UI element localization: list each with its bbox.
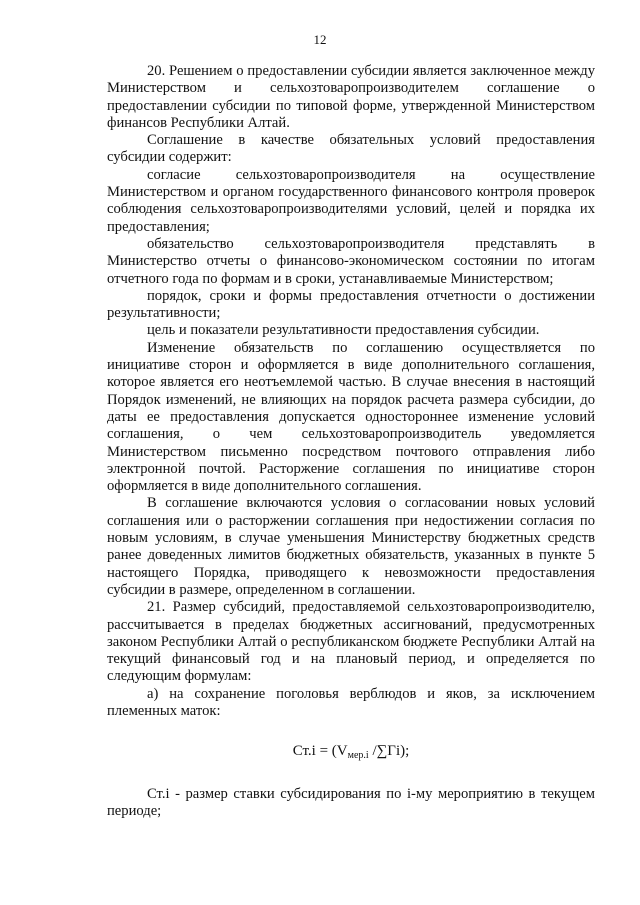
paragraph-consent: согласие сельхозтоваропроизводителя на осуществление Министерством и органом государственного финансового контроля проверок соблюдения сельхозтоваропроизводителями условий, целей и порядка их предоставления; — [107, 166, 595, 235]
formula-rhs: /∑Гi); — [368, 743, 410, 760]
page-number: 12 — [313, 32, 327, 47]
rate-formula — [107, 743, 595, 760]
paragraph-reporting: порядок, сроки и формы предоставления отчетности о достижении результативности; — [107, 287, 595, 322]
formula-subscript: мер.i — [347, 750, 369, 762]
document-body — [107, 63, 595, 820]
paragraph-termination: В соглашение включаются условия о согласовании новых условий соглашения или о расторжении соглашения при недостижении согласия по новым условиям, в случае уменьшения Министерству бюджетных средств ранее доведенных лимитов бюджетных обязательств, указанных в пункте 5 настоящего Порядка, приводящего к невозможности предоставления субсидии в размере, определенном в соглашении. — [107, 495, 595, 598]
paragraph-mandatory-conditions: Соглашение в качестве обязательных условий предоставления субсидии содержит: — [107, 132, 595, 166]
paragraph-camels-yaks: а) на сохранение поголовья верблюдов и яков, за исключением племенных маток: — [107, 685, 595, 719]
paragraph-obligation: обязательство сельхозтоваропроизводителя представлять в Министерство отчеты о финансово-экономическом состоянии по итогам отчетного года по формам и в сроки, устанавливаемые Министерством; — [107, 235, 595, 287]
paragraph-definition: Ст.i - размер ставки субсидирования по i-му мероприятию в текущем периоде; — [107, 785, 595, 819]
paragraph-amendment: Изменение обязательств по соглашению осуществляется по инициативе сторон и оформляется в виде дополнительного соглашения, которое является его неотъемлемой частью. В случае внесения в настоящий Порядок изменений, не влияющих на порядок расчета размера субсидии, до даты ее предоставления допускается одностороннее изменение условий соглашения, о чем сельхозтоваропроизводитель уведомляется Министерством письменно посредством почтового отправления либо электронной почтой. Расторжение соглашения по инициативе сторон оформляется в виде дополнительного соглашения. — [107, 339, 595, 495]
paragraph-goal: цель и показатели результативности предоставления субсидии. — [147, 322, 540, 339]
formula-lhs: Ст.i = (V — [292, 743, 348, 760]
paragraph-agreement: 20. Решением о предоставлении субсидии является заключенное между Министерством и сельхозтоваропроизводителем соглашение о предоставлении субсидии по типовой форме, утвержденной Министерством финансов Республики Алтай. — [107, 63, 595, 131]
paragraph-subsidy-size: 21. Размер субсидий, предоставляемой сельхозтоваропроизводителю, рассчитывается в пределах бюджетных ассигнований, предусмотренных законом Республики Алтай о республиканском бюджете Республики Алтай на текущий финансовый год и на плановый период, и определяется по следующим формулам: — [107, 599, 595, 685]
